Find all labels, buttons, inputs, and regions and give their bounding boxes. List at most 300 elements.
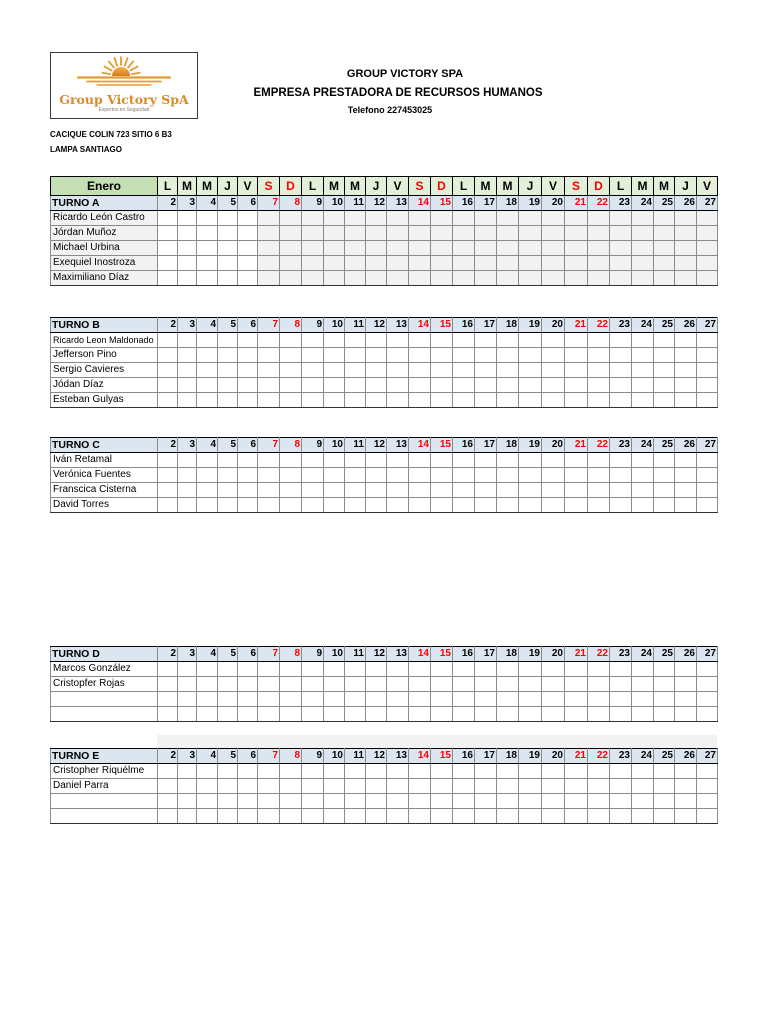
schedule-cell — [565, 692, 588, 707]
weekday-letter: L — [610, 177, 632, 196]
schedule-cell — [258, 348, 280, 363]
schedule-cell — [280, 363, 302, 378]
schedule-cell — [497, 256, 519, 271]
worker-name: Jórdan Muñoz — [51, 226, 158, 241]
schedule-cell — [366, 378, 387, 393]
day-number: 15 — [431, 196, 453, 211]
schedule-cell — [542, 211, 565, 226]
schedule-cell — [431, 393, 453, 408]
day-number: 15 — [431, 438, 453, 453]
schedule-cell — [197, 393, 218, 408]
day-number: 24 — [632, 647, 654, 662]
schedule-cell — [453, 662, 475, 677]
logo-name: Group Victory SpA — [59, 92, 189, 107]
schedule-cell — [542, 226, 565, 241]
schedule-cell — [238, 498, 258, 513]
day-number: 12 — [366, 196, 387, 211]
schedule-cell — [654, 468, 675, 483]
schedule-cell — [610, 809, 632, 824]
schedule-cell — [238, 271, 258, 286]
schedule-cell — [565, 662, 588, 677]
schedule-cell — [345, 677, 366, 692]
schedule-cell — [197, 271, 218, 286]
schedule-cell — [675, 333, 697, 348]
schedule-cell — [475, 677, 497, 692]
schedule-cell — [475, 378, 497, 393]
schedule-cell — [258, 241, 280, 256]
schedule-cell — [409, 241, 431, 256]
day-number: 19 — [519, 318, 542, 333]
schedule-cell — [453, 779, 475, 794]
schedule-cell — [610, 363, 632, 378]
schedule-cell — [345, 378, 366, 393]
weekday-letter: S — [565, 177, 588, 196]
schedule-cell — [324, 764, 345, 779]
schedule-cell — [158, 453, 178, 468]
schedule-cell — [158, 764, 178, 779]
schedule-cell — [409, 809, 431, 824]
shift-label: TURNO D — [51, 647, 158, 662]
schedule-cell — [654, 764, 675, 779]
schedule-cell — [387, 707, 409, 722]
schedule-cell — [654, 226, 675, 241]
schedule-cell — [238, 483, 258, 498]
day-number: 25 — [654, 196, 675, 211]
schedule-cell — [565, 348, 588, 363]
schedule-cell — [158, 211, 178, 226]
schedule-cell — [654, 256, 675, 271]
weekday-letter: V — [238, 177, 258, 196]
schedule-cell — [588, 393, 610, 408]
day-number: 8 — [280, 438, 302, 453]
schedule-cell — [610, 707, 632, 722]
day-number: 5 — [218, 196, 238, 211]
schedule-cell — [197, 483, 218, 498]
schedule-cell — [366, 348, 387, 363]
schedule-cell — [302, 662, 324, 677]
schedule-cell — [654, 393, 675, 408]
schedule-cell — [610, 468, 632, 483]
schedule-cell — [453, 468, 475, 483]
schedule-cell — [366, 241, 387, 256]
day-number: 14 — [409, 438, 431, 453]
schedule-cell — [366, 393, 387, 408]
schedule-cell — [302, 692, 324, 707]
schedule-cell — [302, 333, 324, 348]
schedule-cell — [588, 794, 610, 809]
schedule-cell — [409, 363, 431, 378]
schedule-cell — [675, 498, 697, 513]
schedule-cell — [497, 692, 519, 707]
schedule-cell — [409, 211, 431, 226]
day-number: 11 — [345, 318, 366, 333]
schedule-cell — [588, 809, 610, 824]
company-description: EMPRESA PRESTADORA DE RECURSOS HUMANOS — [253, 87, 543, 99]
shift-table-turno-e — [50, 748, 718, 824]
schedule-cell — [280, 271, 302, 286]
day-number: 6 — [238, 318, 258, 333]
schedule-cell — [218, 453, 238, 468]
schedule-cell — [565, 498, 588, 513]
worker-row — [51, 271, 718, 286]
weekday-letter: V — [697, 177, 718, 196]
day-number: 3 — [178, 196, 197, 211]
schedule-cell — [302, 468, 324, 483]
weekday-letter: M — [197, 177, 218, 196]
worker-row — [51, 393, 718, 408]
day-number: 23 — [610, 318, 632, 333]
schedule-cell — [302, 241, 324, 256]
schedule-cell — [497, 468, 519, 483]
schedule-cell — [238, 256, 258, 271]
schedule-cell — [197, 794, 218, 809]
schedule-cell — [519, 779, 542, 794]
schedule-cell — [218, 483, 238, 498]
schedule-cell — [654, 662, 675, 677]
schedule-cell — [409, 764, 431, 779]
month-header-row — [51, 177, 718, 196]
schedule-cell — [197, 241, 218, 256]
schedule-cell — [218, 241, 238, 256]
schedule-cell — [345, 498, 366, 513]
day-number: 6 — [238, 749, 258, 764]
schedule-cell — [519, 241, 542, 256]
schedule-cell — [475, 211, 497, 226]
schedule-cell — [258, 662, 280, 677]
shaded-band — [157, 735, 717, 748]
schedule-cell — [366, 468, 387, 483]
schedule-cell — [588, 226, 610, 241]
schedule-cell — [258, 483, 280, 498]
weekday-letter: L — [158, 177, 178, 196]
schedule-cell — [324, 348, 345, 363]
schedule-cell — [654, 241, 675, 256]
schedule-cell — [453, 241, 475, 256]
schedule-cell — [610, 483, 632, 498]
schedule-cell — [497, 453, 519, 468]
schedule-cell — [345, 211, 366, 226]
schedule-cell — [497, 779, 519, 794]
schedule-cell — [158, 707, 178, 722]
schedule-cell — [197, 378, 218, 393]
day-number: 21 — [565, 647, 588, 662]
schedule-cell — [158, 226, 178, 241]
schedule-cell — [387, 226, 409, 241]
schedule-cell — [475, 779, 497, 794]
schedule-cell — [565, 707, 588, 722]
schedule-cell — [197, 692, 218, 707]
schedule-cell — [475, 662, 497, 677]
company-title: GROUP VICTORY SPA — [346, 68, 464, 80]
schedule-cell — [697, 241, 718, 256]
day-number: 22 — [588, 196, 610, 211]
schedule-cell — [324, 378, 345, 393]
schedule-cell — [519, 271, 542, 286]
day-number: 25 — [654, 749, 675, 764]
schedule-cell — [610, 378, 632, 393]
schedule-cell — [238, 393, 258, 408]
schedule-cell — [697, 226, 718, 241]
schedule-cell — [475, 226, 497, 241]
schedule-cell — [565, 809, 588, 824]
schedule-cell — [542, 692, 565, 707]
schedule-cell — [632, 241, 654, 256]
schedule-cell — [238, 453, 258, 468]
schedule-cell — [387, 677, 409, 692]
schedule-cell — [542, 271, 565, 286]
schedule-cell — [565, 256, 588, 271]
day-number: 7 — [258, 647, 280, 662]
schedule-cell — [565, 764, 588, 779]
schedule-cell — [302, 363, 324, 378]
schedule-cell — [345, 468, 366, 483]
schedule-cell — [497, 677, 519, 692]
worker-name: Sergio Cavieres — [51, 363, 158, 378]
schedule-cell — [697, 333, 718, 348]
schedule-cell — [431, 468, 453, 483]
company-logo — [50, 52, 198, 119]
schedule-cell — [345, 794, 366, 809]
day-number: 18 — [497, 438, 519, 453]
weekday-letter: M — [475, 177, 497, 196]
schedule-cell — [431, 677, 453, 692]
schedule-cell — [366, 498, 387, 513]
schedule-cell — [475, 453, 497, 468]
schedule-cell — [302, 707, 324, 722]
schedule-cell — [345, 363, 366, 378]
day-number: 16 — [453, 438, 475, 453]
schedule-cell — [519, 692, 542, 707]
day-number: 9 — [302, 318, 324, 333]
schedule-cell — [697, 211, 718, 226]
schedule-cell — [475, 393, 497, 408]
schedule-cell — [238, 764, 258, 779]
schedule-cell — [632, 226, 654, 241]
schedule-cell — [238, 794, 258, 809]
day-number: 18 — [497, 647, 519, 662]
schedule-cell — [324, 226, 345, 241]
schedule-cell — [345, 483, 366, 498]
schedule-cell — [519, 211, 542, 226]
schedule-cell — [238, 707, 258, 722]
schedule-cell — [565, 453, 588, 468]
schedule-cell — [519, 468, 542, 483]
schedule-cell — [366, 271, 387, 286]
schedule-cell — [497, 764, 519, 779]
day-number: 10 — [324, 196, 345, 211]
schedule-cell — [588, 662, 610, 677]
schedule-cell — [475, 363, 497, 378]
schedule-cell — [610, 498, 632, 513]
schedule-cell — [542, 809, 565, 824]
schedule-cell — [409, 271, 431, 286]
day-number: 27 — [697, 647, 718, 662]
schedule-cell — [158, 378, 178, 393]
schedule-cell — [324, 498, 345, 513]
schedule-cell — [654, 498, 675, 513]
day-number: 16 — [453, 196, 475, 211]
schedule-cell — [610, 333, 632, 348]
schedule-cell — [565, 271, 588, 286]
schedule-cell — [610, 393, 632, 408]
schedule-cell — [610, 241, 632, 256]
schedule-cell — [654, 692, 675, 707]
schedule-cell — [497, 498, 519, 513]
weekday-letter: M — [632, 177, 654, 196]
schedule-cell — [258, 809, 280, 824]
schedule-cell — [610, 779, 632, 794]
weekday-letter: M — [345, 177, 366, 196]
day-number: 2 — [158, 196, 178, 211]
day-number: 21 — [565, 318, 588, 333]
schedule-cell — [178, 483, 197, 498]
schedule-cell — [218, 256, 238, 271]
schedule-cell — [610, 256, 632, 271]
day-number: 18 — [497, 196, 519, 211]
schedule-cell — [431, 662, 453, 677]
schedule-cell — [218, 662, 238, 677]
schedule-cell — [565, 483, 588, 498]
schedule-cell — [178, 707, 197, 722]
schedule-cell — [158, 779, 178, 794]
day-number: 5 — [218, 749, 238, 764]
day-number: 16 — [453, 647, 475, 662]
schedule-cell — [588, 271, 610, 286]
schedule-cell — [431, 348, 453, 363]
schedule-cell — [697, 779, 718, 794]
weekday-letter: M — [178, 177, 197, 196]
logo-tagline: Expertos en Seguridad — [98, 107, 150, 113]
schedule-cell — [197, 677, 218, 692]
schedule-cell — [431, 498, 453, 513]
schedule-cell — [588, 483, 610, 498]
schedule-cell — [345, 707, 366, 722]
schedule-cell — [519, 809, 542, 824]
schedule-cell — [475, 256, 497, 271]
schedule-cell — [542, 333, 565, 348]
day-number: 11 — [345, 749, 366, 764]
shift-table-turno-b — [50, 317, 718, 408]
day-number: 26 — [675, 647, 697, 662]
schedule-cell — [238, 779, 258, 794]
schedule-cell — [453, 483, 475, 498]
worker-name — [51, 794, 158, 809]
shift-header-row — [51, 647, 718, 662]
worker-name — [51, 692, 158, 707]
day-number: 24 — [632, 749, 654, 764]
day-number: 9 — [302, 196, 324, 211]
schedule-cell — [387, 483, 409, 498]
schedule-cell — [366, 677, 387, 692]
schedule-cell — [258, 226, 280, 241]
schedule-cell — [409, 692, 431, 707]
day-number: 2 — [158, 749, 178, 764]
schedule-cell — [632, 662, 654, 677]
schedule-cell — [431, 809, 453, 824]
schedule-cell — [238, 226, 258, 241]
schedule-cell — [675, 677, 697, 692]
schedule-cell — [324, 483, 345, 498]
schedule-cell — [519, 256, 542, 271]
schedule-cell — [632, 393, 654, 408]
schedule-cell — [697, 348, 718, 363]
schedule-cell — [675, 483, 697, 498]
schedule-cell — [675, 764, 697, 779]
schedule-cell — [431, 271, 453, 286]
schedule-cell — [258, 468, 280, 483]
day-number: 27 — [697, 196, 718, 211]
schedule-cell — [588, 348, 610, 363]
schedule-cell — [258, 393, 280, 408]
schedule-cell — [610, 453, 632, 468]
schedule-cell — [345, 241, 366, 256]
schedule-cell — [675, 662, 697, 677]
schedule-cell — [654, 453, 675, 468]
worker-name: David Torres — [51, 498, 158, 513]
schedule-cell — [158, 809, 178, 824]
schedule-cell — [542, 677, 565, 692]
day-number: 20 — [542, 196, 565, 211]
schedule-cell — [324, 809, 345, 824]
schedule-cell — [280, 707, 302, 722]
schedule-cell — [280, 333, 302, 348]
worker-row — [51, 211, 718, 226]
schedule-cell — [197, 256, 218, 271]
schedule-cell — [475, 333, 497, 348]
schedule-cell — [345, 809, 366, 824]
schedule-cell — [431, 333, 453, 348]
worker-row — [51, 677, 718, 692]
day-number: 22 — [588, 647, 610, 662]
day-number: 11 — [345, 196, 366, 211]
schedule-cell — [519, 662, 542, 677]
day-number: 6 — [238, 647, 258, 662]
schedule-cell — [675, 453, 697, 468]
day-number: 4 — [197, 647, 218, 662]
schedule-cell — [238, 378, 258, 393]
day-number: 20 — [542, 647, 565, 662]
day-number: 17 — [475, 647, 497, 662]
schedule-cell — [280, 809, 302, 824]
schedule-cell — [697, 662, 718, 677]
schedule-cell — [238, 677, 258, 692]
shift-header-row — [51, 318, 718, 333]
day-number: 9 — [302, 647, 324, 662]
schedule-cell — [610, 692, 632, 707]
day-number: 16 — [453, 749, 475, 764]
weekday-letter: D — [588, 177, 610, 196]
day-number: 25 — [654, 318, 675, 333]
schedule-cell — [632, 498, 654, 513]
schedule-cell — [302, 226, 324, 241]
day-number: 3 — [178, 318, 197, 333]
schedule-cell — [280, 226, 302, 241]
worker-name: Michael Urbina — [51, 241, 158, 256]
schedule-cell — [519, 333, 542, 348]
day-number: 4 — [197, 749, 218, 764]
schedule-cell — [387, 271, 409, 286]
schedule-cell — [453, 764, 475, 779]
day-number: 10 — [324, 647, 345, 662]
schedule-cell — [366, 809, 387, 824]
schedule-cell — [610, 662, 632, 677]
schedule-cell — [697, 271, 718, 286]
schedule-cell — [453, 348, 475, 363]
schedule-cell — [409, 226, 431, 241]
schedule-cell — [280, 256, 302, 271]
day-number: 21 — [565, 749, 588, 764]
weekday-letter: J — [675, 177, 697, 196]
